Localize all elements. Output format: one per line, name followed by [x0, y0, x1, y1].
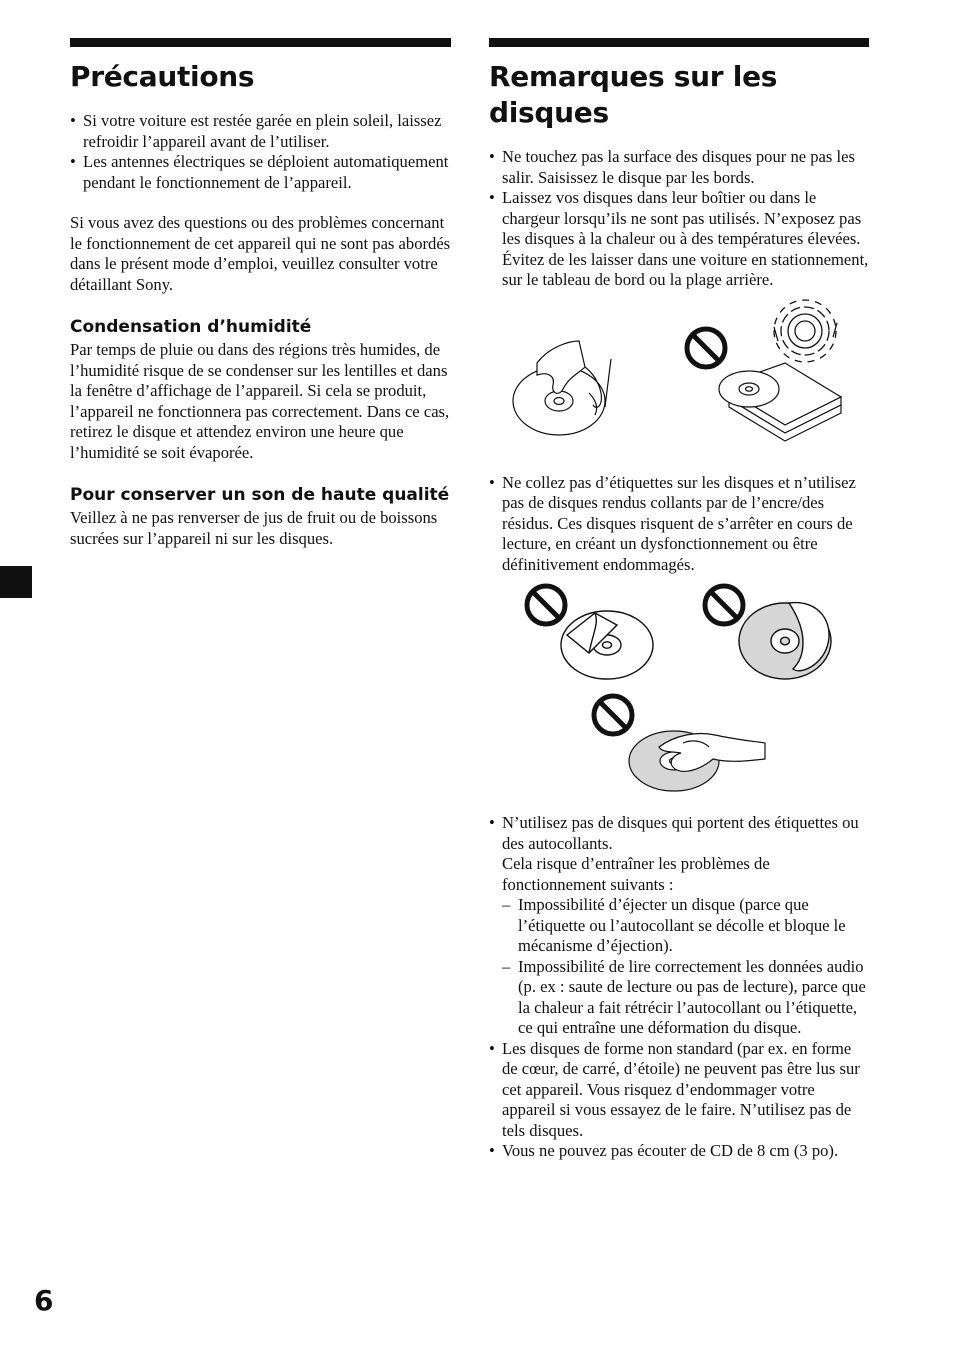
list-item: • Les disques de forme non standard (par ex. en forme de cœur, de carré, d’étoile) ne peuvent pas être lus sur cet appareil. Vous risquez d’endommager votre appareil si vous essayez de le faire. N’utilisez pas de tels disques.	[489, 1039, 869, 1142]
problem-list	[502, 895, 869, 1039]
prohibited-icon	[594, 696, 632, 734]
prohibited-icon	[705, 586, 743, 624]
condensation-heading: Condensation d’humidité	[70, 317, 312, 337]
prohibited-icon	[527, 586, 565, 624]
dash-item: – Impossibilité de lire correctement les données audio (p. ex : saute de lecture ou pas de lecture), parce que la chaleur a fait rétrécir l’autocollant ou l’étiquette, ce qui entraîne une déformation du disque.	[502, 957, 869, 1039]
list-item-text: N’utilisez pas de disques qui portent des étiquettes ou des autocollants.	[502, 813, 859, 853]
finger-smudge-disc-icon	[629, 731, 765, 791]
dash-item: – Impossibilité d’éjecter un disque (parce que l’étiquette ou l’autocollant se décolle et bloque le mécanisme d’éjection).	[502, 895, 869, 957]
disc-notes-list-1	[489, 147, 869, 291]
disc-notes-list-2	[489, 473, 869, 576]
intro-paragraph: Si vous avez des questions ou des problèmes concernant le fonctionnement de cet appareil qui ne sont pas abordés dans le présent mode d’emploi, veuillez consulter votre détaillant Sony.	[70, 213, 451, 294]
precautions-title: Précautions	[70, 60, 255, 93]
list-item	[489, 813, 869, 1039]
list-item: • Laissez vos disques dans leur boîtier ou dans le chargeur lorsqu’ils ne sont pas utilisés. N’exposez pas les disques à la chaleur ou à des températures élevées. Évitez de les laisser dans une voiture en stationnement, sur le tableau de bord ou la plage arrière.	[489, 188, 869, 291]
prohibited-icon	[687, 329, 725, 367]
list-item: • Si votre voiture est restée garée en plein soleil, laissez refroidir l’appareil avant de l’utiliser.	[70, 111, 451, 152]
list-item: • Les antennes électriques se déploient automatiquement pendant le fonctionnement de l’appareil.	[70, 152, 451, 193]
section-tab-marker	[0, 566, 32, 598]
title-rule	[489, 38, 869, 47]
hand-holding-disc-icon	[513, 341, 611, 435]
condensation-paragraph: Par temps de pluie ou dans des régions très humides, de l’humidité risque de se condenser sur les lentilles et dans la fenêtre d’affichage de l’appareil. Si cela se produit, l’appareil ne fonctionnera pas correctement. Dans ce cas, retirez le disque et attendez environ une heure que l’humidité se soit évaporée.	[70, 340, 450, 462]
disc-notes-list-3	[489, 813, 869, 1162]
heat-sun-icon	[774, 300, 837, 362]
quality-heading: Pour conserver un son de haute qualité	[70, 485, 450, 505]
precautions-column	[70, 38, 451, 549]
peeling-disc-icon	[739, 603, 831, 679]
illustration-handling	[489, 297, 869, 467]
disc-on-cases-icon	[719, 363, 841, 441]
precautions-list	[70, 111, 451, 193]
list-item: • Vous ne pouvez pas écouter de CD de 8 cm (3 po).	[489, 1141, 869, 1162]
list-item-continuation: Cela risque d’entraîner les problèmes de fonctionnement suivants :	[502, 854, 770, 894]
label-sticker-disc-icon	[561, 611, 653, 679]
list-item: • Ne collez pas d’étiquettes sur les disques et n’utilisez pas de disques rendus collants par de l’encre/des résidus. Ces disques risquent de s’arrêter en cours de lecture, en créant un dysfonctionnement ou être définitivement endommagés.	[489, 473, 869, 576]
quality-paragraph: Veillez à ne pas renverser de jus de fruit ou de boissons sucrées sur l’appareil ni sur les disques.	[70, 508, 438, 548]
disc-notes-column	[489, 38, 869, 1162]
illustration-labels	[489, 583, 869, 809]
disc-notes-title: Remarques sur les disques	[489, 60, 778, 129]
list-item: • Ne touchez pas la surface des disques pour ne pas les salir. Saisissez le disque par les bords.	[489, 147, 869, 188]
title-rule	[70, 38, 451, 47]
page-number: 6	[34, 1284, 54, 1317]
